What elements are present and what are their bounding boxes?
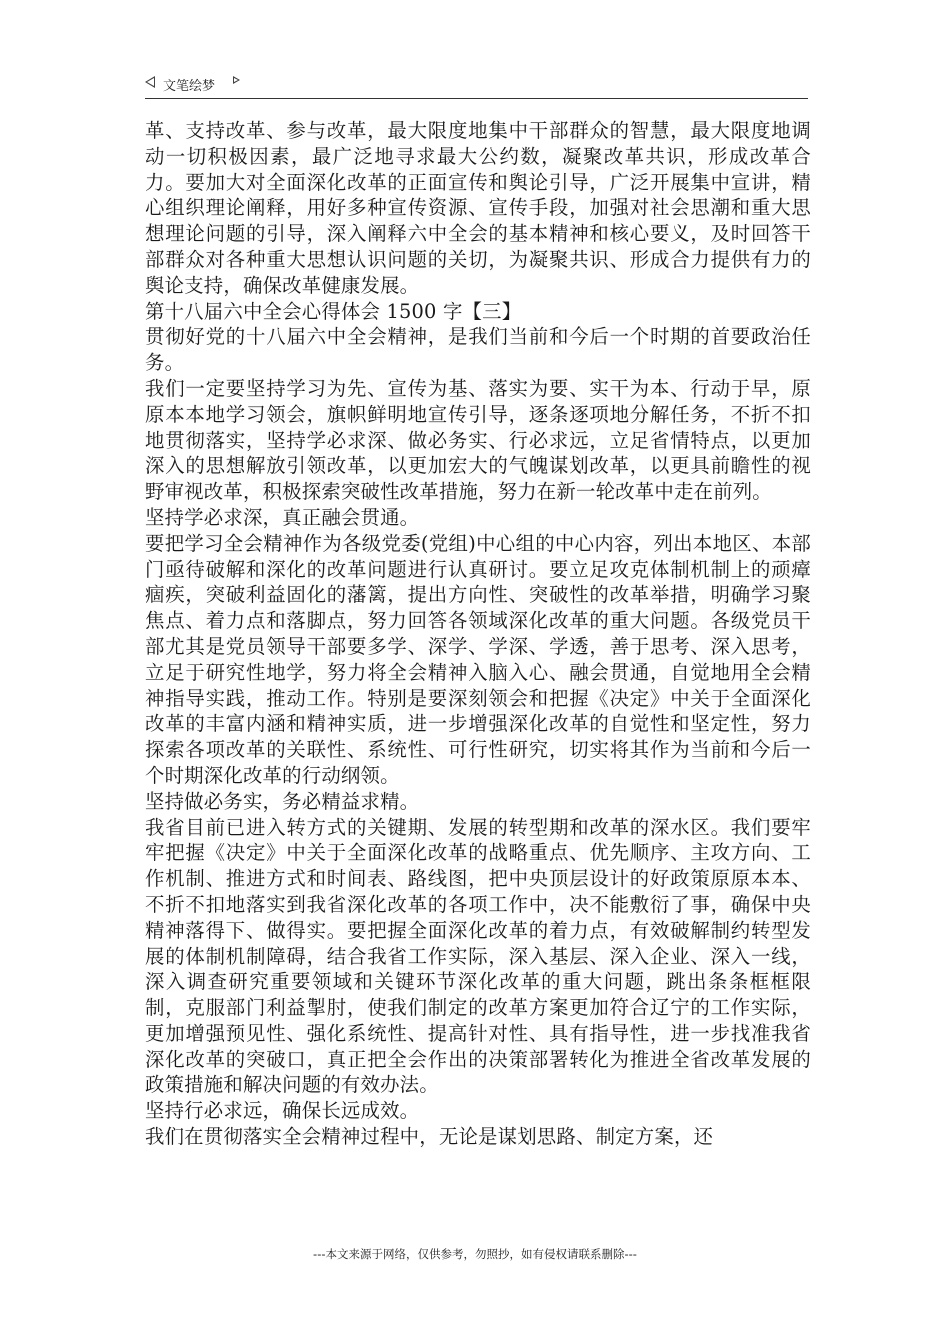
subheading: 坚持学必求深，真正融会贯通。 bbox=[145, 505, 420, 529]
section-heading: 第十八届六中全会心得体会 1500 字【三】 bbox=[145, 299, 522, 323]
paragraph: 革、支持改革、参与改革，最大限度地集中干部群众的智慧，最大限度地调动一切积极因素，最广泛地寻求最大公约数，凝聚改革共识，形成改革合力。要加大对全面深化改革的正面宣传和舆论引导，广泛开展集中宣讲，精心组织理论阐释，用好多种宣传资源、宣传手段，加强对社会思潮和重大思想理论问题的引导，深入阐释六中全会的基本精神和核心要义，及时回答干部群众对各种重大思想认识问题的关切，为凝聚共识、形成合力提供有力的舆论支持，确保改革健康发展。 bbox=[145, 119, 811, 297]
header-brand: 文笔绘梦 bbox=[163, 79, 216, 94]
page-footer: ---本文来源于网络，仅供参考，勿照抄，如有侵权请联系删除--- bbox=[313, 1247, 637, 1261]
page-header bbox=[145, 70, 808, 99]
subheading: 坚持行必求远，确保长远成效。 bbox=[145, 1099, 420, 1123]
paragraph: 我们在贯彻落实全会精神过程中，无论是谋划思路、制定方案，还 bbox=[145, 1125, 714, 1149]
triangle-right-icon bbox=[233, 76, 240, 84]
paragraph: 我省目前已进入转方式的关键期、发展的转型期和改革的深水区。我们要牢牢把握《决定》中关于全面深化改革的战略重点、优先顺序、主攻方向、工作机制、推进方式和时间表、路线图，把中央顶层设计的好政策原原本本、不折不扣地落实到我省深化改革的各项工作中，决不能敷衍了事，确保中央精神落得下、做得实。要把握全面深化改革的着力点，有效破解制约转型发展的体制机制障碍，结合我省工作实际，深入基层、深入企业、深入一线，深入调查研究重要领域和关键环节深化改革的重大问题，跳出条条框框限制，克服部门利益掣肘，使我们制定的改革方案更加符合辽宁的工作实际，更加增强预见性、强化系统性、提高针对性、具有指导性，进一步找准我省深化改革的突破口，真正把全会作出的决策部署转化为推进全省改革发展的政策措施和解决问题的有效办法。 bbox=[145, 815, 811, 1097]
paragraph: 我们一定要坚持学习为先、宣传为基、落实为要、实干为本、行动于早，原原本本地学习领会，旗帜鲜明地宣传引导，逐条逐项地分解任务，不折不扣地贯彻落实，坚持学必求深、做必务实、行必求远，立足省情特点，以更加深入的思想解放引领改革，以更加宏大的气魄谋划改革，以更具前瞻性的视野审视改革，积极探索突破性改革措施，努力在新一轮改革中走在前列。 bbox=[145, 376, 811, 504]
subheading: 坚持做必务实，务必精益求精。 bbox=[145, 789, 420, 813]
triangle-left-icon bbox=[145, 76, 155, 88]
paragraph: 贯彻好党的十八届六中全会精神，是我们当前和今后一个时期的首要政治任务。 bbox=[145, 325, 811, 375]
document-body bbox=[145, 118, 811, 1150]
paragraph: 要把学习全会精神作为各级党委(党组)中心组的中心内容，列出本地区、本部门亟待破解和深化的改革问题进行认真研讨。要立足攻克体制机制上的顽瘴痼疾，突破利益固化的藩篱，提出方向性、突破性的改革举措，明确学习聚焦点、着力点和落脚点，努力回答各领域深化改革的重大问题。各级党员干部尤其是党员领导干部要多学、深学、学深、学透，善于思考、深入思考，立足于研究性地学，努力将全会精神入脑入心、融会贯通，自觉地用全会精神指导实践，推动工作。特别是要深刻领会和把握《决定》中关于全面深化改革的丰富内涵和精神实质，进一步增强深化改革的自觉性和坚定性，努力探索各项改革的关联性、系统性、可行性研究，切实将其作为当前和今后一个时期深化改革的行动纲领。 bbox=[145, 531, 811, 787]
